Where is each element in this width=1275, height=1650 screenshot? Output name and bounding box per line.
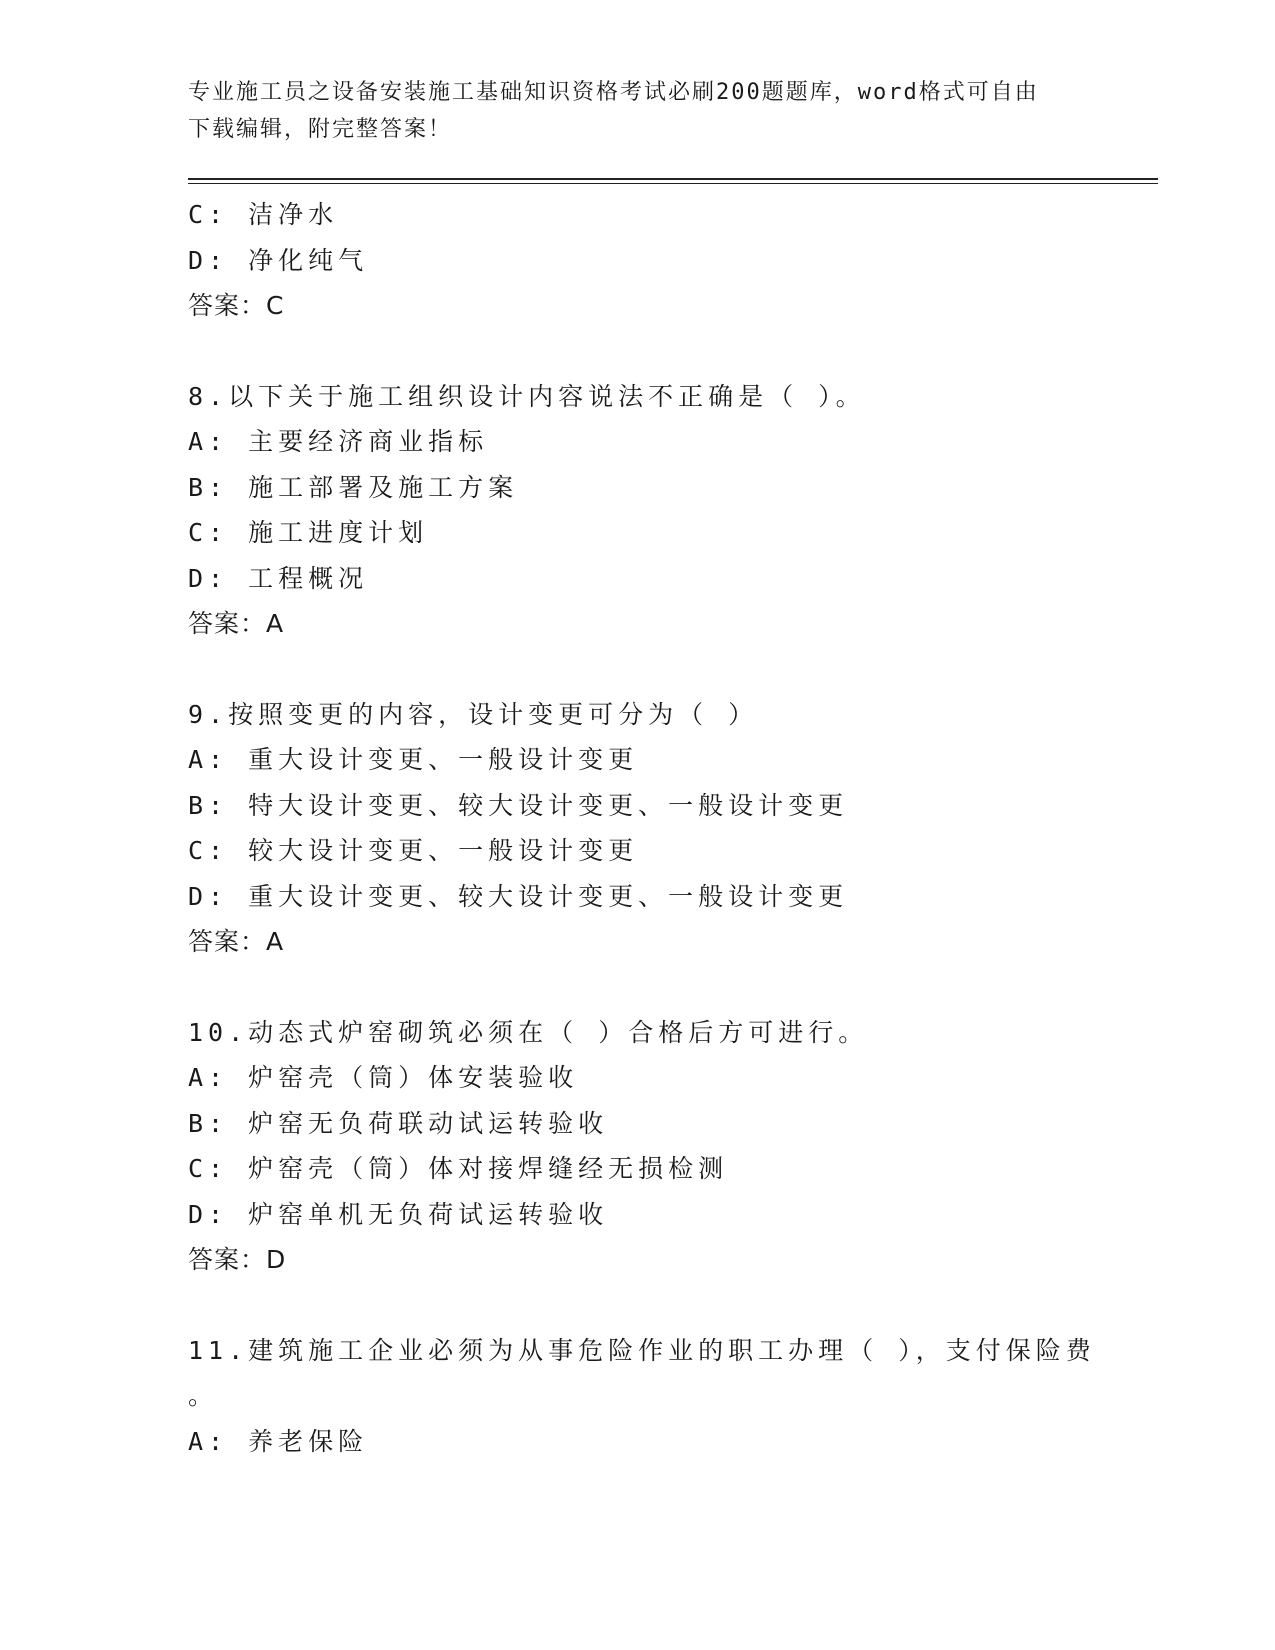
option-a: A: 重大设计变更、一般设计变更: [188, 745, 639, 774]
option-d: D: 炉窑单机无负荷试运转验收: [188, 1199, 609, 1229]
answer: 答案：A: [188, 609, 285, 638]
option-c: C: 施工进度计划: [188, 518, 429, 547]
question-8: [188, 374, 1088, 647]
option-a: A: 炉窑壳（筒）体安装验收: [188, 1063, 579, 1092]
option-b: B: 炉窑无负荷联动试运转验收: [188, 1108, 609, 1138]
option-c: C: 炉窑壳（筒）体对接焊缝经无损检测: [188, 1154, 729, 1183]
question-text: 9.按照变更的内容，设计变更可分为（ ）: [188, 699, 759, 729]
option-a: A: 主要经济商业指标: [188, 427, 489, 456]
question-text-line-1: 11.建筑施工企业必须为从事危险作业的职工办理（ ），支付保险费: [188, 1335, 1096, 1365]
title-line-1: 专业施工员之设备安装施工基础知识资格考试必刷200题题库，word格式可自由: [188, 80, 1039, 105]
option-c: C: 洁净水: [188, 200, 339, 229]
option-a: A: 养老保险: [188, 1426, 369, 1456]
option-d: D: 工程概况: [188, 563, 369, 593]
answer: 答案：C: [188, 291, 285, 320]
question-11: [188, 1328, 1096, 1465]
answer: 答案：D: [188, 1245, 287, 1274]
option-d: D: 净化纯气: [188, 245, 369, 275]
question-10: [188, 1010, 1088, 1283]
option-b: B: 施工部署及施工方案: [188, 472, 519, 502]
question-9: [188, 692, 1088, 965]
header-rule-thick: [188, 178, 1158, 180]
option-d: D: 重大设计变更、较大设计变更、一般设计变更: [188, 881, 849, 911]
question-text-line-2: 。: [188, 1381, 219, 1410]
header-rule-thin: [188, 183, 1158, 184]
question-text: 10.动态式炉窑砌筑必须在（ ）合格后方可进行。: [188, 1017, 869, 1047]
title-line-2: 下载编辑，附完整答案！: [188, 117, 453, 142]
question-list: [188, 192, 1096, 1464]
document-title: [188, 74, 1088, 148]
answer: 答案：A: [188, 927, 285, 956]
option-c: C: 较大设计变更、一般设计变更: [188, 836, 639, 865]
option-b: B: 特大设计变更、较大设计变更、一般设计变更: [188, 790, 849, 820]
question-7-continued: [188, 192, 1088, 329]
question-text: 8.以下关于施工组织设计内容说法不正确是（ ）。: [188, 381, 866, 411]
